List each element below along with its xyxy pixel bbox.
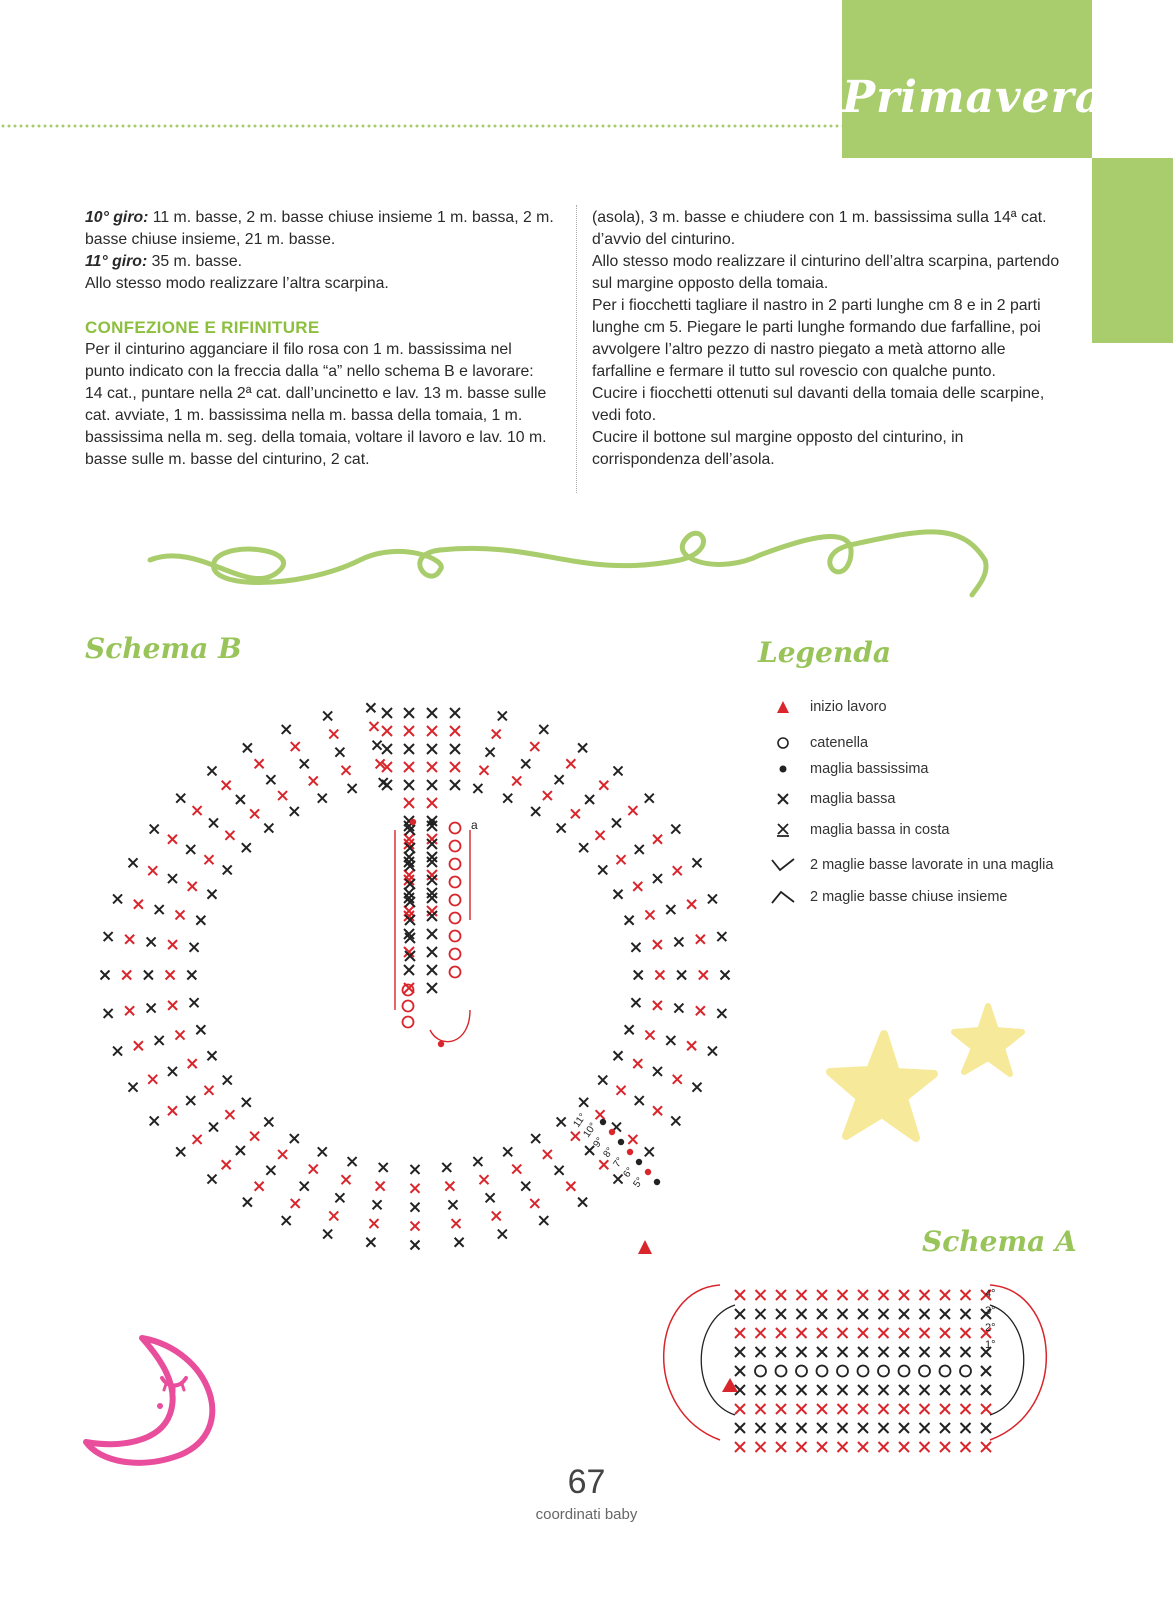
oval-outline (664, 1285, 720, 1440)
stitch-cross (838, 1328, 848, 1338)
stitch-cross (797, 1309, 807, 1319)
stitch-cross (920, 1442, 930, 1452)
stitch-cross (981, 1423, 991, 1433)
stitch-cross (817, 1385, 827, 1395)
stitch-chain (899, 1366, 910, 1377)
stitch-cross (838, 1385, 848, 1395)
row-label: 11° (571, 1111, 589, 1130)
legend-label: maglia bassa (810, 791, 896, 807)
stitch-cross (981, 1404, 991, 1414)
stitch-cross (817, 1290, 827, 1300)
stitch-cross (879, 1347, 889, 1357)
stitch-cross (776, 1347, 786, 1357)
stitch-cross (817, 1328, 827, 1338)
stitch-cross (961, 1347, 971, 1357)
stitch-cross (776, 1309, 786, 1319)
stitch-cross (879, 1290, 889, 1300)
stitch-cross (920, 1347, 930, 1357)
stitch-chain (796, 1366, 807, 1377)
stitch-cross (981, 1442, 991, 1452)
stitch-cross (838, 1442, 848, 1452)
stitch-cross (797, 1347, 807, 1357)
stitch-cross (961, 1385, 971, 1395)
stitch-cross (756, 1347, 766, 1357)
legend-label: catenella (810, 735, 869, 751)
legend-label: 2 maglie basse lavorate in una maglia (810, 857, 1054, 873)
stitch-cross (981, 1366, 991, 1376)
row-label: 5° (631, 1175, 646, 1190)
stitch-cross (776, 1385, 786, 1395)
paragraph: Cucire il bottone sul margine opposto del cinturino, in corrispondenza dell’asola. (592, 429, 964, 468)
paragraph: Per i fiocchetti tagliare il nastro in 2 parti lunghe cm 8 e in 2 parti lunghe cm 5. Piegare le parti lunghe formando due farfalline, poi avvolgere l’altro pezzo di nastro piegato a metà attorno alle farfalline e fermare il tutto sul rovescio con qualche punto. (592, 297, 1041, 380)
stitch-cross (858, 1328, 868, 1338)
stitch-cross (735, 1328, 745, 1338)
stitch-chain (940, 1366, 951, 1377)
row-label: 6° (621, 1165, 636, 1180)
stitch-cross (899, 1423, 909, 1433)
schema-b-title: Schema B (85, 632, 242, 665)
stitch-cross (920, 1309, 930, 1319)
stitch-cross (899, 1290, 909, 1300)
stitch-cross (858, 1423, 868, 1433)
stitch-cross (940, 1385, 950, 1395)
row-label: 8° (601, 1145, 616, 1160)
stitch-cross (940, 1404, 950, 1414)
oval-outline (701, 1305, 735, 1415)
stitch-cross (961, 1442, 971, 1452)
stitch-cross (735, 1290, 745, 1300)
stitch-cross (899, 1309, 909, 1319)
stitch-cross (858, 1385, 868, 1395)
stitch-cross (961, 1404, 971, 1414)
section-heading: CONFEZIONE E RIFINITURE (85, 318, 320, 337)
stitch-cross (797, 1385, 807, 1395)
legend-label: maglia bassissima (810, 761, 929, 777)
paragraph: 14 cat., puntare nella 2ª cat. dall’uncinetto e lav. 13 m. basse sulle cat. avviate, 1 m. bassissima nella m. bassa della tomaia, 1 m. bassissima nella m. seg. della tomaia, voltare il lavoro e lav. 10 m. basse sulle m. basse del cinturino, 2 cat. (85, 385, 547, 468)
stitch-cross (879, 1442, 889, 1452)
stitch-cross (756, 1404, 766, 1414)
stitch-cross (817, 1309, 827, 1319)
stitch-cross (735, 1347, 745, 1357)
stitch-cross (838, 1404, 848, 1414)
stitch-cross (756, 1442, 766, 1452)
stitch-cross (797, 1442, 807, 1452)
stitch-cross (756, 1290, 766, 1300)
stitch-cross (735, 1423, 745, 1433)
stitch-cross (940, 1290, 950, 1300)
stitch-cross (879, 1385, 889, 1395)
stitch-cross (817, 1404, 827, 1414)
giro-11-text: 35 m. basse. (147, 253, 243, 270)
stitch-cross (735, 1309, 745, 1319)
stitch-cross (981, 1385, 991, 1395)
stitch-cross (920, 1423, 930, 1433)
giro-10-text: 11 m. basse, 2 m. basse chiuse insieme 1 m. bassa, 2 m. basse chiuse insieme, 21 m. basse. (85, 209, 554, 248)
stitch-cross (940, 1347, 950, 1357)
legend-label: inizio lavoro (810, 699, 887, 715)
moon-decoration (80, 1330, 260, 1480)
stitch-cross (817, 1442, 827, 1452)
stitch-cross (797, 1328, 807, 1338)
paragraph: Per il cinturino agganciare il filo rosa con 1 m. bassissima nel punto indicato con la freccia dalla “a” nello schema B e lavorare: (85, 341, 534, 380)
row-label: 7° (611, 1155, 626, 1170)
stitch-cross (961, 1309, 971, 1319)
stitch-cross (899, 1328, 909, 1338)
stitch-cross (817, 1423, 827, 1433)
point-label-a: a (471, 818, 478, 832)
stitch-chain (878, 1366, 889, 1377)
stitch-cross (858, 1442, 868, 1452)
giro-11-label: 11° giro: (85, 253, 148, 270)
page-number: 67 (567, 1463, 606, 1501)
stitch-cross (858, 1290, 868, 1300)
stitch-cross (735, 1404, 745, 1414)
stitch-cross (756, 1385, 766, 1395)
stitch-chain (858, 1366, 869, 1377)
stitch-chain (755, 1366, 766, 1377)
stitch-cross (879, 1328, 889, 1338)
stitch-cross (838, 1309, 848, 1319)
stitch-cross (899, 1442, 909, 1452)
stitch-chain (837, 1366, 848, 1377)
section-title: Primavera (842, 72, 1105, 123)
paragraph: Allo stesso modo realizzare il cinturino dell’altra scarpina, partendo sul margine opposto della tomaia. (592, 253, 1060, 292)
stitch-chain (776, 1366, 787, 1377)
stitch-cross (940, 1309, 950, 1319)
stitch-chain (960, 1366, 971, 1377)
stitch-cross (756, 1423, 766, 1433)
stitch-cross (920, 1290, 930, 1300)
stitch-cross (920, 1385, 930, 1395)
stitch-cross (756, 1328, 766, 1338)
stitch-cross (776, 1328, 786, 1338)
stitch-cross (879, 1423, 889, 1433)
stitch-cross (838, 1423, 848, 1433)
stitch-cross (899, 1385, 909, 1395)
row-label: 3° (985, 1305, 996, 1317)
stitch-chain (919, 1366, 930, 1377)
stitch-cross (735, 1442, 745, 1452)
stitch-chain (817, 1366, 828, 1377)
legend-title: Legenda (758, 636, 891, 669)
stitch-cross (776, 1442, 786, 1452)
stitch-cross (961, 1423, 971, 1433)
stitch-cross (858, 1309, 868, 1319)
stitch-cross (858, 1404, 868, 1414)
legend-label: maglia bassa in costa (810, 822, 950, 838)
star-decoration-small (948, 1002, 1028, 1082)
schema-a-title: Schema A (922, 1225, 1077, 1258)
stitch-cross (961, 1328, 971, 1338)
stitch-cross (776, 1423, 786, 1433)
stitch-cross (838, 1347, 848, 1357)
paragraph: Cucire i fiocchetti ottenuti sul davanti della tomaia delle scarpine, vedi foto. (592, 385, 1045, 424)
stitch-cross (776, 1290, 786, 1300)
row-label: 1° (985, 1339, 996, 1351)
stitch-cross (899, 1347, 909, 1357)
row-label: 4° (985, 1288, 996, 1300)
row-label: 9° (591, 1135, 606, 1150)
stitch-cross (879, 1404, 889, 1414)
line-other-shoe: Allo stesso modo realizzare l’altra scarpina. (85, 275, 389, 292)
stitch-cross (735, 1366, 745, 1376)
row-label: 10° (581, 1121, 600, 1140)
stitch-cross (879, 1309, 889, 1319)
stitch-cross (899, 1404, 909, 1414)
stitch-cross (838, 1290, 848, 1300)
stitch-cross (817, 1347, 827, 1357)
paragraph: (asola), 3 m. basse e chiudere con 1 m. bassissima sulla 14ª cat. d’avvio del cinturino. (592, 209, 1047, 248)
stitch-cross (940, 1423, 950, 1433)
row-label: 2° (985, 1322, 996, 1334)
stitch-cross (797, 1404, 807, 1414)
stitch-cross (940, 1328, 950, 1338)
stitch-cross (797, 1290, 807, 1300)
stitch-cross (940, 1442, 950, 1452)
stitch-cross (920, 1328, 930, 1338)
stitch-cross (961, 1290, 971, 1300)
legend-label: 2 maglie basse chiuse insieme (810, 889, 1008, 905)
stitch-cross (920, 1404, 930, 1414)
stitch-cross (858, 1347, 868, 1357)
giro-10-label: 10° giro: (85, 209, 149, 226)
star-decoration-large (822, 1028, 942, 1148)
book-title: coordinati baby (535, 1506, 638, 1523)
stitch-cross (756, 1309, 766, 1319)
stitch-cross (776, 1404, 786, 1414)
stitch-cross (797, 1423, 807, 1433)
